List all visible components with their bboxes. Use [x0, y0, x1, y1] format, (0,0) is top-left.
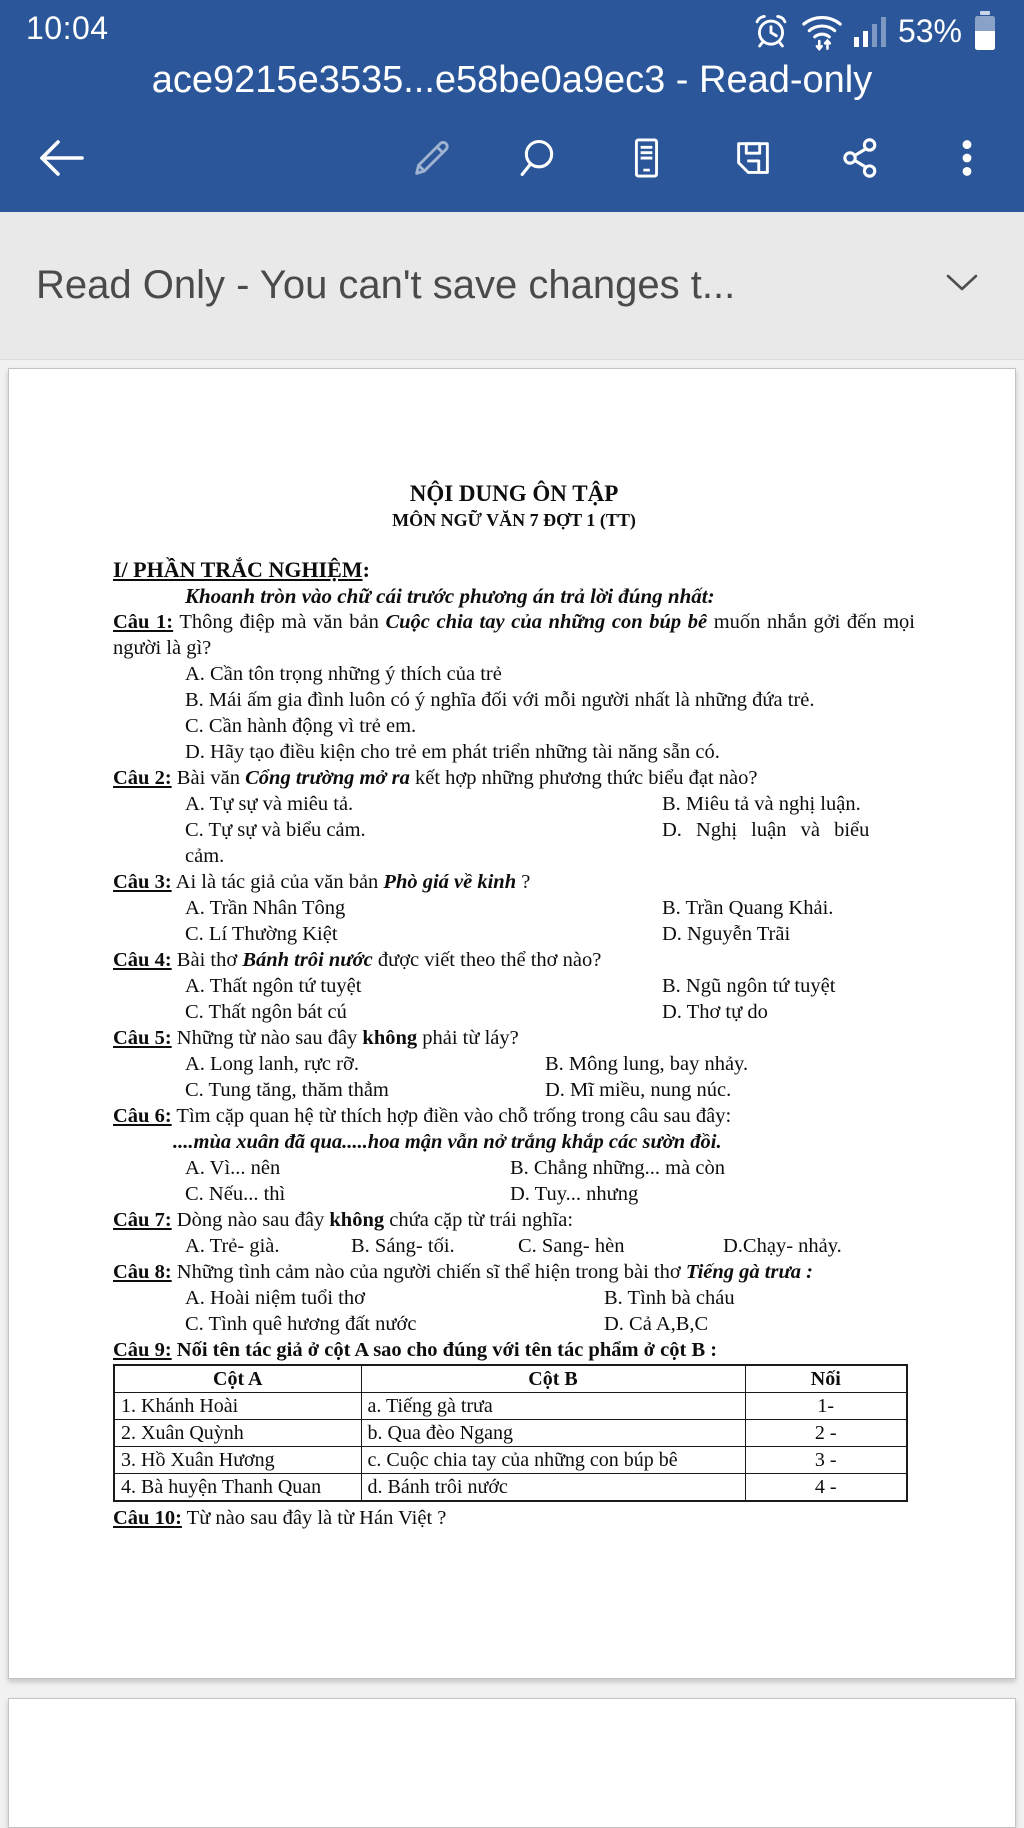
- option-row: [113, 973, 915, 999]
- option-row: [113, 1233, 915, 1259]
- toolbar: [26, 110, 998, 206]
- question-text: Câu 3: Ai là tác giả của văn bản Phò giá về kinh ?: [113, 871, 531, 893]
- clock-text: 10:04: [26, 10, 109, 46]
- instruction: Khoanh tròn vào chữ cái trước phương án trả lời đúng nhất:: [185, 584, 715, 608]
- option: A. Thất ngôn tứ tuyệt: [185, 975, 362, 997]
- table-cell: 3. Hồ Xuân Hương: [114, 1447, 361, 1474]
- save-button[interactable]: [730, 135, 776, 181]
- option: C. Tự sự và biểu cảm.: [185, 819, 366, 841]
- option-row: [113, 817, 915, 843]
- option-row: [113, 1285, 915, 1311]
- app-bar: [0, 0, 1024, 212]
- battery-percent-text: 53%: [897, 12, 962, 49]
- question-text: Câu 6: Tìm cặp quan hệ từ thích hợp điền vào chỗ trống trong câu sau đây:: [113, 1105, 732, 1127]
- option: D. Tuy... nhưng: [510, 1183, 639, 1205]
- battery-icon: [972, 10, 998, 52]
- question-1: [113, 609, 915, 765]
- option: B. Sáng- tối.: [351, 1235, 455, 1257]
- option: B. Miêu tả và nghị luận.: [662, 793, 861, 815]
- option: C. Sang- hèn: [518, 1235, 625, 1257]
- readonly-message: Read Only - You can't save changes t...: [36, 263, 736, 307]
- table-header-row: [114, 1365, 907, 1393]
- option-overflow: cảm.: [185, 845, 225, 867]
- question-5: [113, 1025, 915, 1103]
- option: C. Tung tăng, thăm thẳm: [185, 1079, 389, 1101]
- option-row: [113, 1051, 915, 1077]
- question-6: [113, 1103, 915, 1207]
- option: A. Vì... nên: [185, 1157, 281, 1179]
- save-icon: [730, 135, 776, 181]
- question-3: [113, 869, 915, 947]
- option: D. Hãy tạo điều kiện cho trẻ em phát triển những tài năng sẵn có.: [185, 741, 720, 763]
- banner-expand-button[interactable]: [938, 272, 986, 299]
- option: D. Nguyễn Trãi: [662, 923, 791, 945]
- option: B. Mái ấm gia đình luôn có ý nghĩa đối với mỗi người nhất là những đứa trẻ.: [185, 689, 815, 711]
- table-cell: 2 -: [745, 1420, 907, 1447]
- option: A. Cần tôn trọng những ý thích của trẻ: [185, 663, 502, 685]
- option: B. Tình bà cháu: [604, 1287, 735, 1309]
- table-row: [114, 1420, 907, 1447]
- option: C. Cần hành động vì trẻ em.: [185, 715, 417, 737]
- option: A. Hoài niệm tuổi thơ: [185, 1287, 365, 1309]
- section-heading: I/ PHẦN TRẮC NGHIỆM:: [113, 557, 370, 582]
- table-cell: a. Tiếng gà trưa: [361, 1393, 745, 1420]
- question-text: Câu 7: Dòng nào sau đây không chứa cặp từ trái nghĩa:: [113, 1209, 574, 1231]
- document-title: ace9215e3535...e58be0a9ec3 - Read-only: [151, 59, 873, 101]
- back-button[interactable]: [34, 136, 86, 180]
- question-8: [113, 1259, 915, 1337]
- search-icon: [516, 135, 562, 181]
- mobile-view-button[interactable]: [623, 135, 669, 181]
- option-row: [113, 921, 915, 947]
- option: D. Cả A,B,C: [604, 1313, 709, 1335]
- question-4: [113, 947, 915, 1025]
- table-header-cell: Cột B: [361, 1365, 745, 1393]
- question-9: [113, 1337, 915, 1502]
- table-row: [114, 1447, 907, 1474]
- signal-icon: [854, 13, 888, 49]
- option-row: [113, 1181, 915, 1207]
- doc-title: NỘI DUNG ÔN TẬP: [409, 481, 619, 506]
- back-arrow-icon: [34, 136, 86, 180]
- share-icon: [837, 135, 883, 181]
- option: A. Trần Nhân Tông: [185, 897, 346, 919]
- pencil-icon: [409, 135, 455, 181]
- question-text: Câu 2: Bài văn Cổng trường mở ra kết hợp những phương thức biểu đạt nào?: [113, 767, 758, 789]
- option: B. Mông lung, bay nhảy.: [545, 1053, 749, 1075]
- doc-subtitle: MÔN NGỮ VĂN 7 ĐỢT 1 (TT): [392, 510, 636, 530]
- three-dots-icon: [944, 135, 990, 181]
- option-row: [113, 1077, 915, 1103]
- question-text: Câu 9: Nối tên tác giả ở cột A sao cho đúng với tên tác phẩm ở cột B :: [113, 1339, 718, 1361]
- question-text: Câu 8: Những tình cảm nào của người chiến sĩ thể hiện trong bài thơ Tiếng gà trưa :: [113, 1261, 813, 1283]
- document-scroll-area[interactable]: [0, 360, 1024, 1820]
- table-row: [114, 1474, 907, 1502]
- share-button[interactable]: [837, 135, 883, 181]
- find-button[interactable]: [516, 135, 562, 181]
- option: A. Tự sự và miêu tả.: [185, 793, 354, 815]
- option-row: [113, 1311, 915, 1337]
- option: C. Lí Thường Kiệt: [185, 923, 338, 945]
- option: D. Mĩ miều, nung núc.: [545, 1079, 732, 1101]
- match-table: [113, 1364, 908, 1502]
- option: A. Trẻ- già.: [185, 1235, 280, 1257]
- table-cell: 1-: [745, 1393, 907, 1420]
- page-2: [8, 1698, 1016, 1828]
- question-7: [113, 1207, 915, 1259]
- option-row: [113, 791, 915, 817]
- table-cell: 3 -: [745, 1447, 907, 1474]
- page-1: [8, 368, 1016, 1679]
- question-2: [113, 765, 915, 869]
- option: A. Long lanh, rực rỡ.: [185, 1053, 359, 1075]
- option: B. Ngũ ngôn tứ tuyệt: [662, 975, 836, 997]
- option: B. Chẳng những... mà còn: [510, 1157, 725, 1179]
- table-cell: 4 -: [745, 1474, 907, 1502]
- fill-blank-sentence: ....mùa xuân đã qua.....hoa mận vẫn nở trắng khắp các sườn đồi.: [173, 1131, 722, 1153]
- chevron-down-icon: [944, 284, 980, 299]
- option-row: [113, 895, 915, 921]
- table-cell: 2. Xuân Quỳnh: [114, 1420, 361, 1447]
- option: C. Tình quê hương đất nước: [185, 1313, 417, 1335]
- option: B. Trần Quang Khải.: [662, 897, 834, 919]
- option: D. Nghị luận và biểu: [662, 819, 870, 841]
- option-row: [113, 999, 915, 1025]
- question-text: Câu 10: Từ nào sau đây là từ Hán Việt ?: [113, 1507, 447, 1529]
- table-cell: b. Qua đèo Ngang: [361, 1420, 745, 1447]
- option: D. Thơ tự do: [662, 1001, 768, 1023]
- table-header-cell: Cột A: [114, 1365, 361, 1393]
- mobile-view-icon: [623, 135, 669, 181]
- question-text: Câu 4: Bài thơ Bánh trôi nước được viết theo thể thơ nào?: [113, 949, 602, 971]
- table-row: [114, 1393, 907, 1420]
- table-cell: d. Bánh trôi nước: [361, 1474, 745, 1502]
- overflow-menu-button[interactable]: [944, 135, 990, 181]
- table-cell: 4. Bà huyện Thanh Quan: [114, 1474, 361, 1502]
- option: D.Chạy- nhảy.: [723, 1235, 842, 1257]
- option: C. Nếu... thì: [185, 1183, 286, 1205]
- table-header-cell: Nối: [745, 1365, 907, 1393]
- option-row: [113, 1155, 915, 1181]
- question-10: [113, 1505, 915, 1531]
- option: C. Thất ngôn bát cú: [185, 1001, 347, 1023]
- wifi-icon: [800, 11, 844, 51]
- status-bar: [26, 0, 998, 54]
- table-cell: 1. Khánh Hoài: [114, 1393, 361, 1420]
- table-cell: c. Cuộc chia tay của những con búp bê: [361, 1447, 745, 1474]
- question-text: Câu 1: Thông điệp mà văn bản Cuộc chia tay của những con búp bê muốn nhắn gởi đến mọi người là gì?: [113, 611, 915, 659]
- edit-button[interactable]: [409, 135, 455, 181]
- alarm-icon: [752, 11, 790, 51]
- readonly-banner: [0, 212, 1024, 360]
- question-text: Câu 5: Những từ nào sau đây không phải từ láy?: [113, 1027, 519, 1049]
